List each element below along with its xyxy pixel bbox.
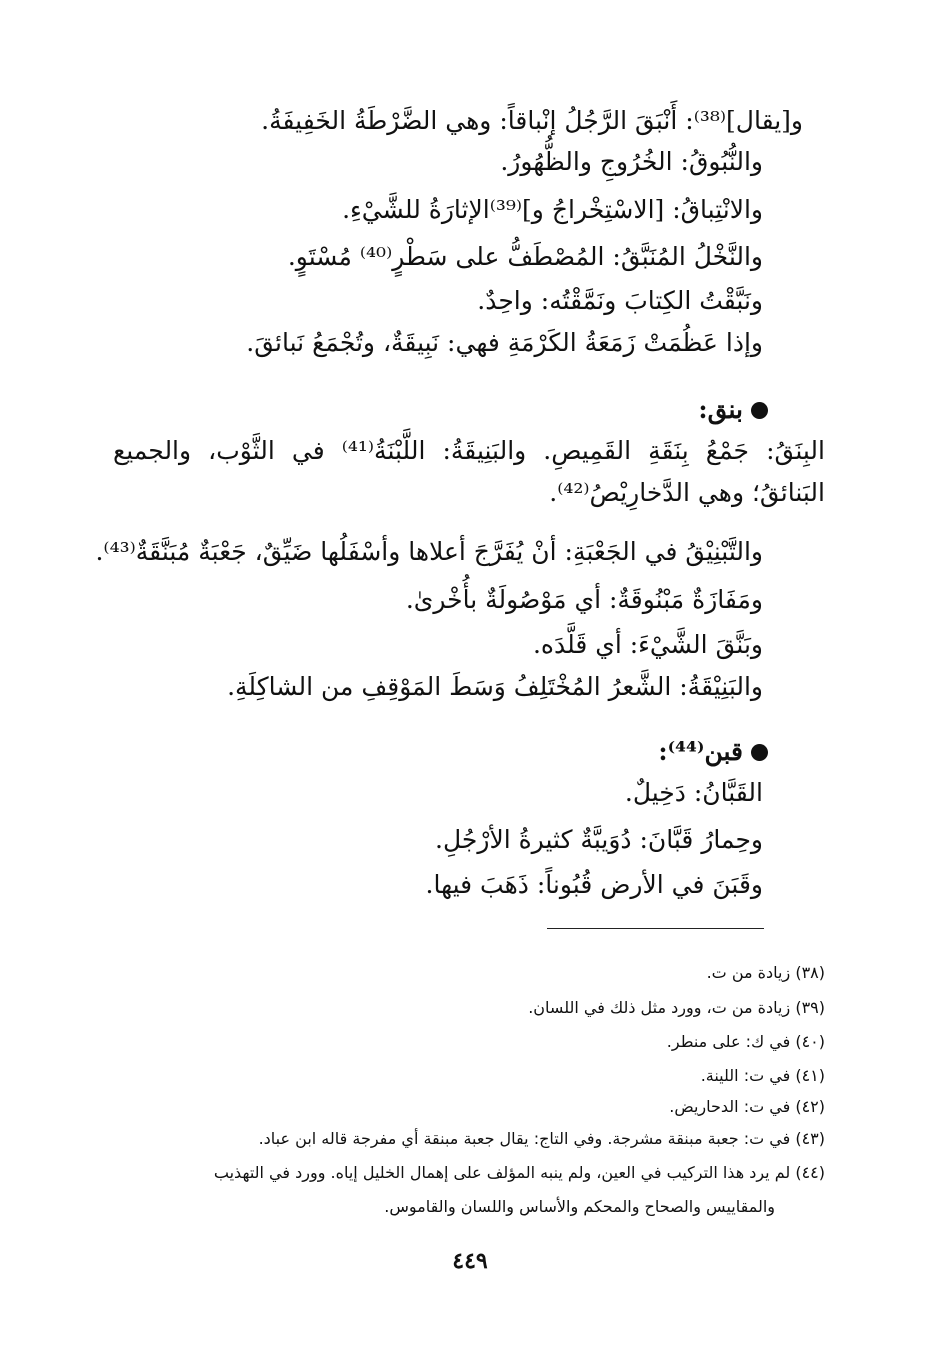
footnote: (٤١) في ت: اللينة.	[700, 1066, 825, 1085]
footnote: (٤٢) في ت: الدحاريض.	[669, 1097, 825, 1116]
entry-line: والنَّخْلُ المُنَبَّقُ: المُصْطَفُّ على سَطْرٍ⁽⁴⁰⁾ مُسْتَوٍ.	[287, 242, 763, 271]
entry-line: والنُّبُوقُ: الخُرُوجِ والظُّهُورُ.	[500, 147, 763, 176]
entry-line: وقَبَنَ في الأرض قُبُوناً: ذَهَبَ فيها.	[425, 870, 763, 899]
entry-line: والانْتِباقُ: [الاسْتِخْراجُ و]⁽³⁹⁾الإثارَةُ للشَّيْءِ.	[342, 195, 763, 224]
footnote: (٣٩) زيادة من ت، وورد مثل ذلك في اللسان.	[528, 998, 825, 1017]
page-number: ٤٤٩	[452, 1248, 488, 1274]
entry-line: البَنائقُ؛ وهي الدَّخارِيْصُ⁽⁴²⁾.	[549, 478, 825, 507]
entry-line: ومَفَازَةٌ مَبْنُوقَةٌ: أي مَوْصُولَةٌ بأُخْرىٰ.	[405, 585, 763, 614]
entry-heading	[698, 393, 768, 427]
entry-line: القَبَّانُ: دَخِيلٌ.	[624, 778, 763, 807]
entry-line: وحِمارُ قَبَّانَ: دُوَيبَّةٌ كثيرةُ الأرْجُلِ.	[435, 825, 763, 854]
entry-heading-text: بنق:	[698, 395, 743, 424]
entry-line: و[يقال]⁽³⁸⁾: أَنْبَقَ الرَّجُلُ إنْباقاً: وهي الضَّرْطَةُ الخَفِيفَةُ.	[261, 106, 803, 135]
footnote: (٤٠) في ك: على منطر.	[666, 1032, 825, 1051]
entry-line: البِنَقُ: جَمْعُ بِنَقَةِ القَمِيصِ. والبَنِيقَةُ: اللَّبْنَةُ⁽⁴¹⁾ في الثَّوْب، والجميع	[113, 436, 825, 465]
footnote: (٤٣) في ت: جعبة مبنقة مشرجة. وفي التاج: يقال جعبة مبنقة أي مفرجة قاله ابن عباد.	[258, 1129, 825, 1148]
entry-line: وإذا عَظُمَتْ زَمَعَةُ الكَرْمَةِ فهي: نَبِيقَةٌ، وتُجْمَعُ نَبائقَ.	[246, 328, 763, 357]
entry-line: والتَّبْنِيْقُ في الجَعْبَةِ: أنْ يُفَرَّجَ أعلاها وأسْفَلُها ضَيِّقٌ، جَعْبَةٌ مُبَنَّقَةٌ⁽⁴³⁾.	[95, 537, 763, 566]
footnote: (٣٨) زيادة من ت.	[706, 963, 825, 982]
footnote-divider	[547, 928, 764, 929]
entry-heading	[658, 735, 768, 769]
entry-line: وبَنَّقَ الشَّيْءَ: أي قَلَّدَه.	[532, 630, 763, 659]
entry-line: والبَنِيْقَةُ: الشَّعرُ المُخْتَلِفُ وَسَطَ المَوْقِفِ من الشاكِلَةِ.	[227, 672, 763, 701]
footnote: والمقاييس والصحاح والمحكم والأساس واللسان والقاموس.	[384, 1197, 775, 1216]
bullet-icon	[751, 744, 768, 761]
bullet-icon	[751, 402, 768, 419]
entry-heading-text: قبن⁽⁴⁴⁾:	[658, 737, 743, 766]
footnote: (٤٤) لم يرد هذا التركيب في العين، ولم ينبه المؤلف على إهمال الخليل إياه. وورد في التهذيب	[213, 1163, 825, 1182]
entry-line: ونَبَّقْتُ الكِتابَ ونَمَّقْتُه: واحِدٌ.	[477, 286, 763, 315]
